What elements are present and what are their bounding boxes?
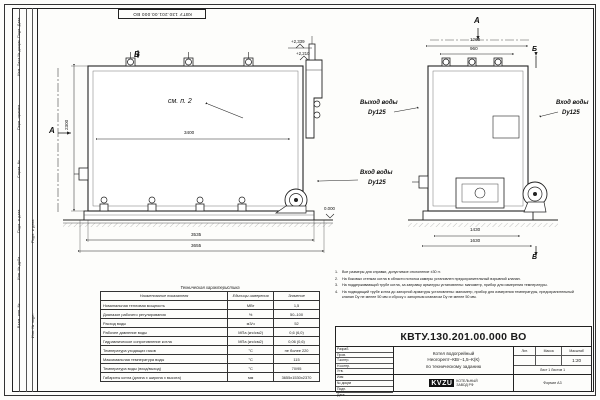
tech-table-header-row bbox=[101, 292, 320, 301]
stamp-lit-value bbox=[514, 356, 536, 364]
table-row bbox=[101, 373, 320, 382]
change-col-0: Изм bbox=[336, 375, 393, 381]
notes-block bbox=[335, 270, 580, 302]
inlet-water-label-right: Вход воды bbox=[556, 100, 589, 106]
note-item bbox=[335, 270, 580, 275]
sheet-format-label: Формат А3 bbox=[543, 381, 562, 385]
revision-role-0: Разраб. bbox=[336, 347, 393, 353]
tech-cell-name: Температура уходящих газов bbox=[101, 346, 228, 355]
tech-cell-unit: °С bbox=[228, 355, 274, 364]
revision-role-4: Утв. bbox=[337, 369, 344, 374]
margin-label-6: Подп. и дата bbox=[31, 219, 35, 243]
table-row bbox=[101, 337, 320, 346]
tech-cell-unit: °С bbox=[228, 364, 274, 373]
title-block-middle bbox=[336, 347, 591, 375]
tech-cell-unit: МПа (кгс/см2) bbox=[228, 328, 274, 337]
margin-label-5: Взам. инв. № bbox=[17, 303, 21, 328]
tech-header-0: Наименование показателя bbox=[101, 292, 228, 301]
company-logo bbox=[394, 375, 514, 391]
tech-cell-unit: МВт bbox=[228, 301, 274, 310]
company-line-1: ЗАВОД РФ bbox=[456, 383, 474, 387]
product-name-line-0: Котел водогрейный bbox=[432, 350, 475, 356]
note-number: 4. bbox=[335, 290, 339, 295]
note-text: На боковых стенках котла в области потолка камеры установлен предохранительный взрывной клапан. bbox=[342, 276, 521, 281]
revision-role-2: Т.контр. bbox=[336, 358, 393, 364]
tech-cell-value: не более 220 bbox=[274, 346, 320, 355]
tech-cell-name: Максимальная температура воды bbox=[101, 355, 228, 364]
tech-cell-name: Расход воды bbox=[101, 319, 228, 328]
dim-front-inner: 3400 bbox=[184, 130, 195, 135]
tech-cell-value: 50–100 bbox=[274, 310, 320, 319]
tech-cell-value: 3655х1530х2370 bbox=[274, 373, 320, 382]
sheet-format-cell bbox=[514, 375, 591, 391]
drawing-area bbox=[38, 8, 594, 397]
table-row bbox=[101, 364, 320, 373]
stamp-header-row bbox=[514, 347, 591, 356]
tech-cell-name: Рабочее давление воды bbox=[101, 328, 228, 337]
company-line-0: КОТЕЛЬНЫЙ bbox=[456, 379, 478, 383]
change-col-1: № докум bbox=[336, 381, 393, 387]
inlet-water-dn-left: Dy125 bbox=[368, 180, 386, 186]
tech-cell-name: Габариты котла (длина х ширина х высота) bbox=[101, 373, 228, 382]
dim-front-mid: 3535 bbox=[191, 232, 202, 237]
dim-front-total: 3655 bbox=[191, 243, 202, 248]
tech-cell-value: 70/95 bbox=[274, 364, 320, 373]
tech-cell-unit: °С bbox=[228, 346, 274, 355]
tech-cell-value: 0,06 (0,6) bbox=[274, 337, 320, 346]
dim-side-bottom2: 1630 bbox=[470, 238, 481, 243]
tech-cell-value: 1,5 bbox=[274, 301, 320, 310]
tech-cell-name: Диапазон рабочего регулирования bbox=[101, 310, 228, 319]
elevation-top-1: +2,339 bbox=[291, 39, 305, 44]
elevation-top-2: +2,210 bbox=[296, 51, 310, 56]
dim-side-top2: 960 bbox=[470, 46, 478, 51]
title-block-bottom bbox=[336, 375, 591, 397]
left-margin-strip bbox=[12, 8, 38, 392]
table-row bbox=[101, 328, 320, 337]
dim-side-top1: 1260 bbox=[470, 37, 481, 42]
margin-label-0: Изм. Лист № докум. Подп. Дата bbox=[17, 17, 21, 76]
stamp-header-mass: Масса bbox=[536, 347, 562, 355]
outlet-water-dn: Dy125 bbox=[368, 110, 386, 116]
stamp-value-row bbox=[514, 356, 591, 365]
revision-role-3: Н.контр. bbox=[336, 364, 393, 370]
table-row bbox=[101, 301, 320, 310]
tech-cell-value: 0,6 (6,0) bbox=[274, 328, 320, 337]
top-designation-text: КВТУ 130.201.00.000 ВО bbox=[132, 11, 192, 17]
margin-label-7: Инв. № подл. bbox=[31, 313, 35, 338]
tech-header-1: Единицы измерения bbox=[228, 292, 274, 301]
stamp-mass-value bbox=[536, 356, 562, 364]
tech-cell-unit: м3/ч bbox=[228, 319, 274, 328]
product-name-line-2: по техническому заданию bbox=[425, 363, 482, 369]
revision-role-1: Пров. bbox=[336, 353, 393, 359]
change-col-2: Подп. bbox=[336, 387, 393, 393]
tech-table-caption: Техническая характеристика bbox=[180, 285, 240, 290]
view-label-a-left: А bbox=[49, 126, 55, 135]
view-label-b-right: Б bbox=[532, 46, 537, 53]
margin-label-1: Перв. примен. bbox=[17, 103, 21, 130]
note-number: 2. bbox=[335, 276, 339, 281]
technical-characteristics-table bbox=[100, 285, 320, 382]
note-item bbox=[335, 290, 580, 300]
drawing-designation: КВТУ.130.201.00.000 ВО bbox=[336, 327, 591, 347]
stamp-scale-value: 1:20 bbox=[572, 357, 582, 363]
view-label-b: В bbox=[134, 50, 140, 59]
tech-cell-name: Гидравлическое сопротивление котла bbox=[101, 337, 228, 346]
dim-front-height: 2300 bbox=[64, 119, 69, 130]
outlet-water-label: Выход воды bbox=[360, 100, 398, 106]
company-logo-mark: KVZU bbox=[431, 379, 453, 387]
see-item-note: см. п. 2 bbox=[168, 98, 192, 105]
margin-label-3: Подп. и дата bbox=[17, 209, 21, 233]
note-text: На подводящий трубе котла до запорной арматуры установлены: манометр, прибор для измерения температуры, предохранительный клапан Dy не менее 50 мм и сбросу с запорным клапаном Dy не менее 50 мм. bbox=[342, 290, 574, 300]
note-item bbox=[335, 283, 580, 288]
elevation-ground: 0.000 bbox=[324, 206, 335, 211]
change-col-3: Дата bbox=[337, 393, 345, 397]
tech-header-2: Значение bbox=[274, 292, 320, 301]
stamp-header-scale: Масштаб bbox=[569, 349, 584, 354]
product-name-line-1: Неогорепт–КВг–1,5–К(К) bbox=[427, 357, 480, 363]
table-row bbox=[101, 310, 320, 319]
table-row bbox=[101, 346, 320, 355]
stamp-sheet-info: Лист 1 Листов 1 bbox=[540, 368, 565, 373]
title-block bbox=[335, 326, 592, 397]
change-columns bbox=[336, 375, 394, 397]
table-row bbox=[101, 355, 320, 364]
note-number: 1. bbox=[335, 270, 339, 274]
inlet-water-label-left: Вход воды bbox=[360, 170, 393, 176]
tech-cell-unit: % bbox=[228, 310, 274, 319]
tech-cell-value: 52 bbox=[274, 319, 320, 328]
revision-columns bbox=[336, 347, 394, 374]
tech-cell-value: 115 bbox=[274, 355, 320, 364]
product-name bbox=[394, 347, 514, 374]
tech-cell-name: Номинальная тепловая мощность bbox=[101, 301, 228, 310]
note-text: На поддерживающий трубе котла, за заправку арматуры установлены: манометр, прибор для измерения температуры. bbox=[342, 283, 548, 288]
note-text: Все размеры для справки, допустимое отклонение ±30 гг. bbox=[342, 270, 441, 274]
margin-label-4: Инв. № дубл. bbox=[17, 255, 21, 280]
inlet-water-dn-right: Dy125 bbox=[562, 110, 580, 116]
dim-side-bottom1: 1430 bbox=[470, 227, 481, 232]
note-number: 3. bbox=[335, 283, 339, 288]
margin-label-2: Справ. № bbox=[17, 160, 21, 178]
tech-cell-unit: МПа (кгс/см2) bbox=[228, 337, 274, 346]
view-label-b-bottom: Б bbox=[532, 254, 537, 261]
note-item bbox=[335, 277, 580, 282]
view-label-a-right: А bbox=[474, 16, 480, 25]
tech-cell-unit: мм bbox=[228, 373, 274, 382]
tech-cell-name: Температура воды (вход/выход) bbox=[101, 364, 228, 373]
stamp-columns bbox=[514, 347, 591, 374]
table-row bbox=[101, 319, 320, 328]
stamp-header-lit: Лит. bbox=[514, 347, 536, 355]
stamp-sheet-row bbox=[514, 366, 591, 375]
